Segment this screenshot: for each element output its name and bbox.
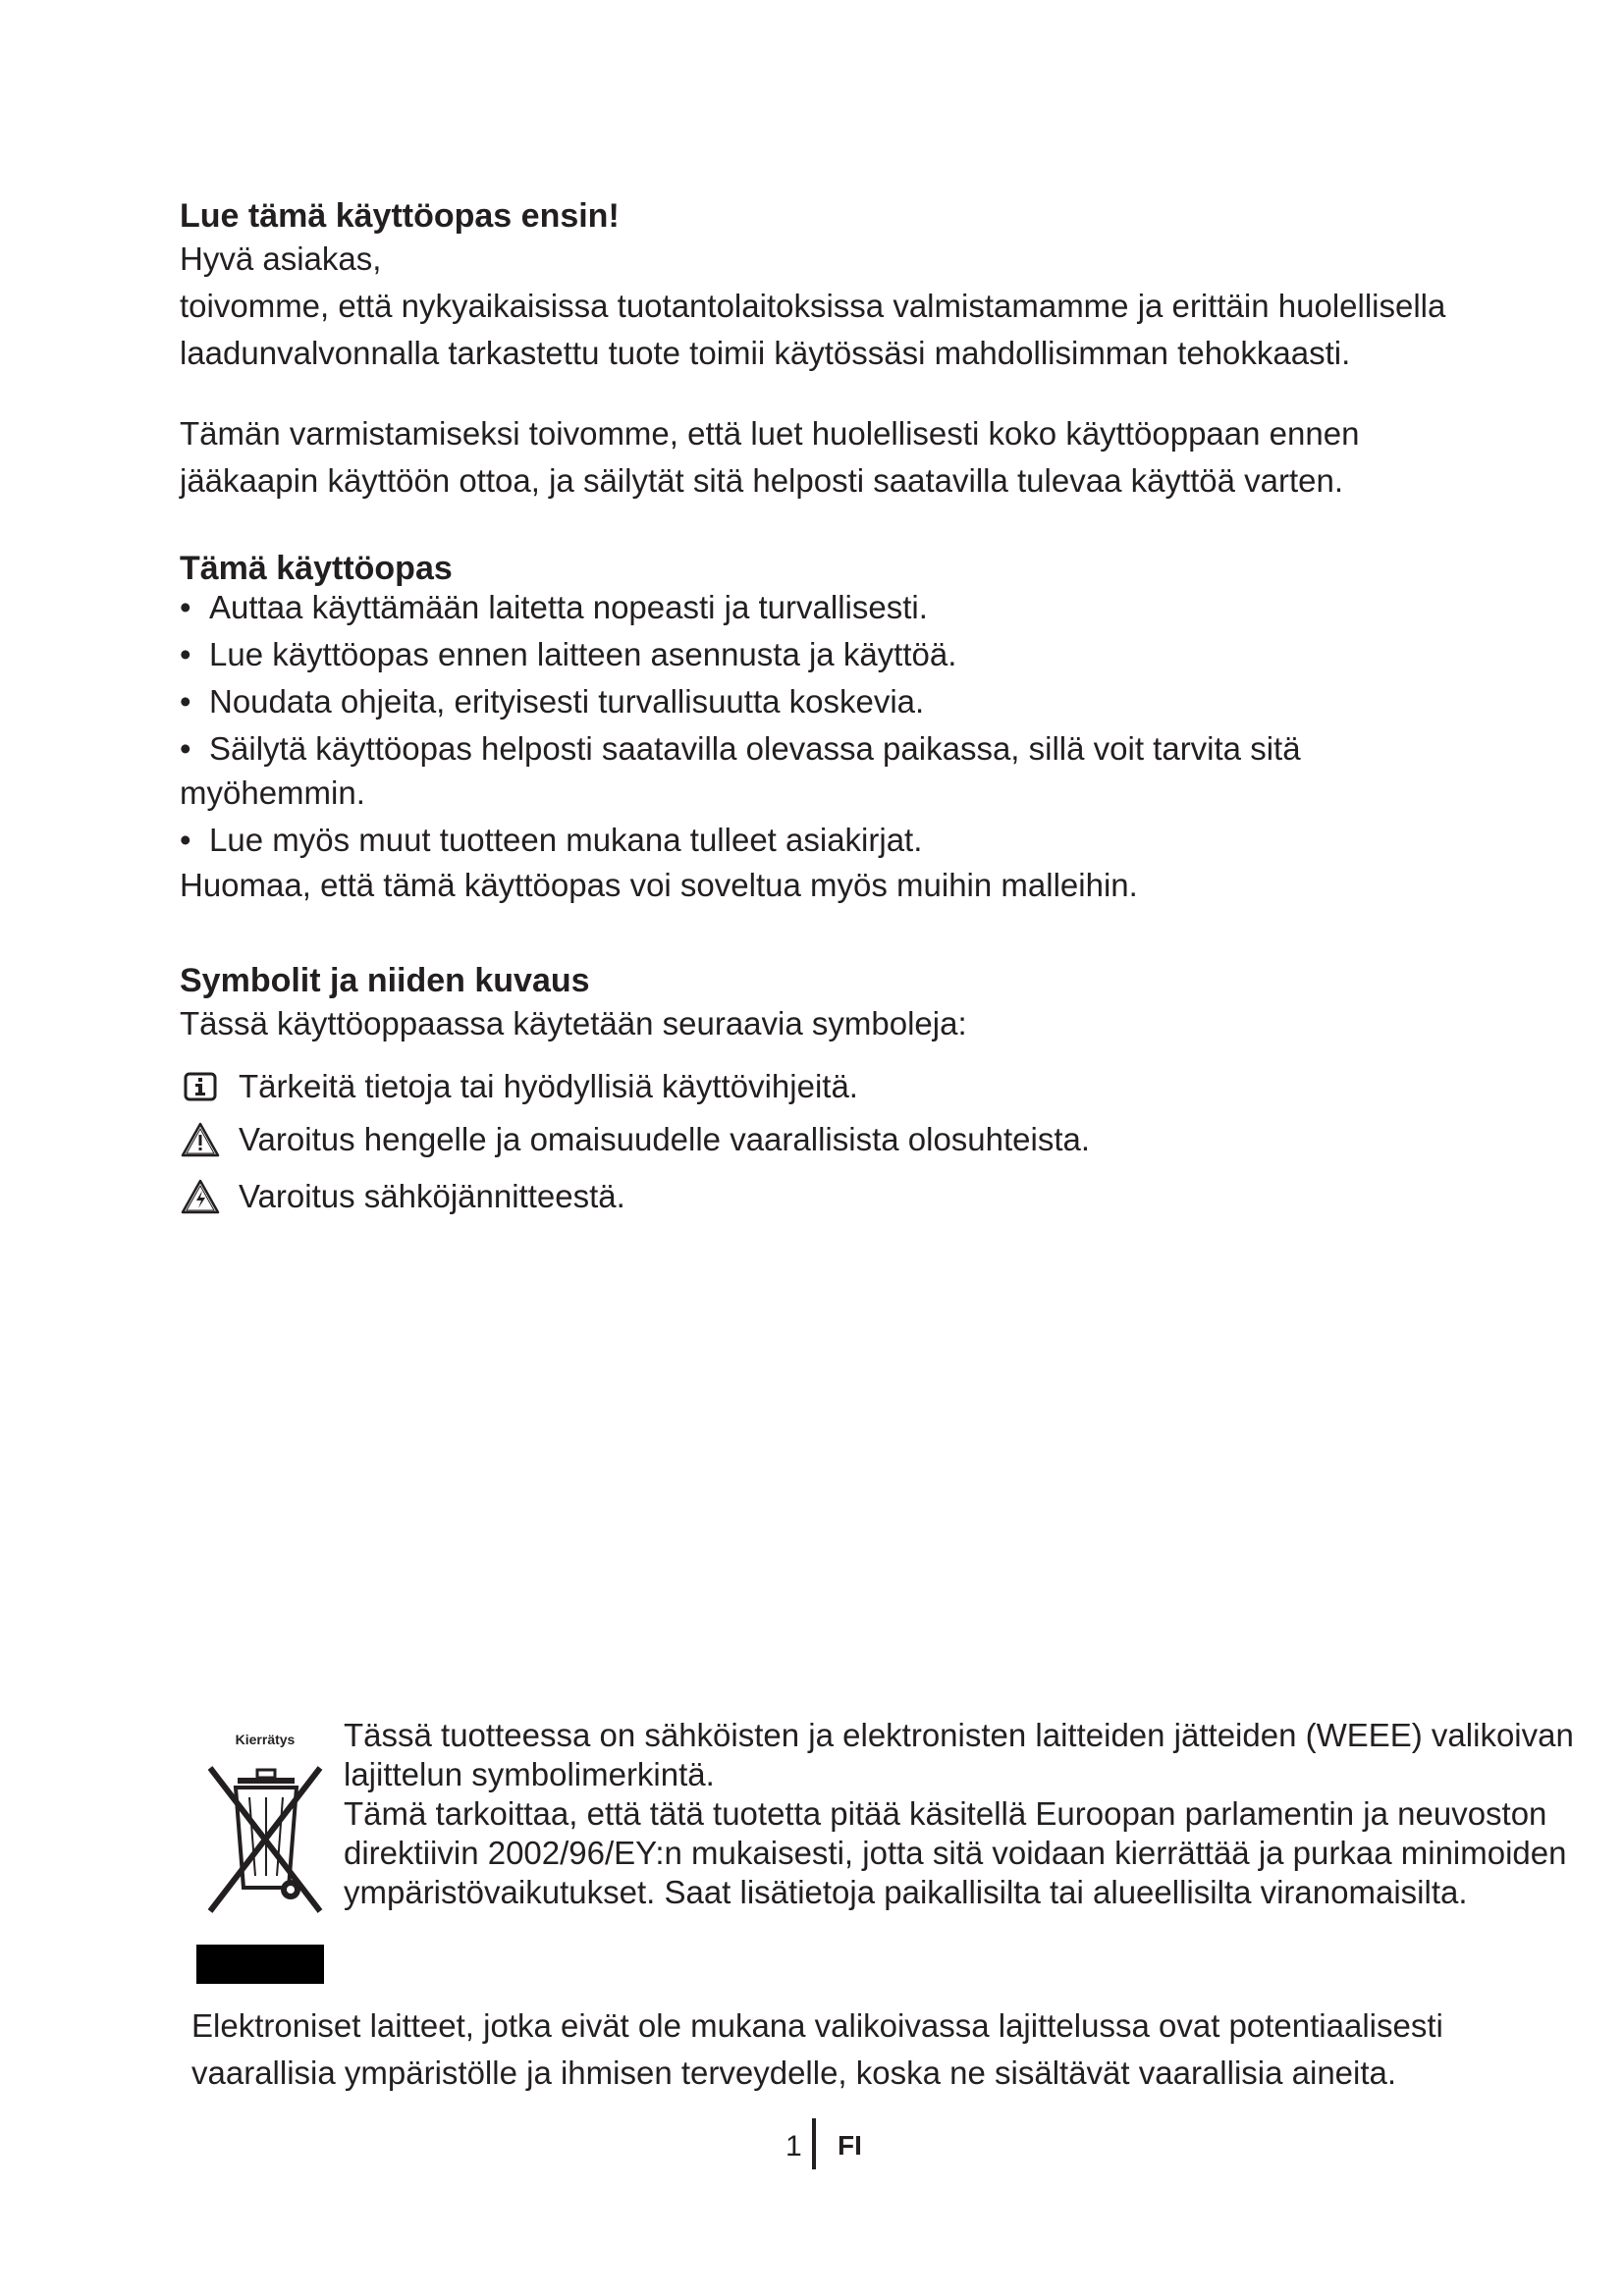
manual-bullet-list [180, 585, 1456, 865]
weee-icon-label: Kierrätys [235, 1732, 296, 1747]
closing-paragraph: Elektroniset laitteet, jotka eivät ole mukana valikoivassa lajittelussa ovat potentiaalisesti vaarallisia ympäristölle ja ihmisen terveydelle, koska ne sisältävät vaarallisia aineita. [191, 2007, 1443, 2091]
info-icon [180, 1067, 221, 1106]
bullet-icon: • [180, 822, 191, 858]
list-item: • Säilytä käyttöopas helposti saatavilla olevassa paikassa, sillä voit tarvita sitä myöhemmin. [180, 726, 1456, 815]
list-item: • Lue myös muut tuotteen mukana tulleet asiakirjat. [180, 818, 1456, 862]
weee-paragraph-1: Tässä tuotteessa on sähköisten ja elektronisten laitteiden jätteiden (WEEE) valikoivan lajittelun symbolimerkintä. [344, 1717, 1574, 1792]
warning-triangle-icon [180, 1120, 221, 1159]
intro-paragraph-1: toivomme, että nykyaikaisissa tuotantolaitoksissa valmistamamme ja erittäin huolellisella laadunvalvonnalla tarkastettu tuote toimii käytössäsi mahdollisimman tehokkaasti. [180, 288, 1446, 371]
symbol-row-info [180, 1063, 858, 1110]
footer-divider [812, 2118, 816, 2169]
weee-paragraph-2: Tämä tarkoittaa, että tätä tuotetta pitää käsitellä Euroopan parlamentin ja neuvoston direktiivin 2002/96/EY:n mukaisesti, jotta sitä voidaan kierrättää ja purkaa minimoiden ympäristövaikutukset. Saat lisätietoja paikallisilta tai alueellisilta viranomaisilta. [344, 1795, 1567, 1910]
symbol-row-warning [180, 1116, 1090, 1163]
intro-greeting: Hyvä asiakas, [180, 240, 382, 277]
list-item: • Lue käyttöopas ennen laitteen asennusta ja käyttöä. [180, 632, 1456, 676]
symbol-description: Tärkeitä tietoja tai hyödyllisiä käyttövihjeitä. [239, 1068, 858, 1104]
manual-heading: Tämä käyttöopas [180, 550, 453, 587]
weee-recycling-icon [196, 1723, 334, 1986]
list-item: • Noudata ohjeita, erityisesti turvallisuutta koskevia. [180, 679, 1456, 723]
bullet-icon: • [180, 589, 191, 625]
symbol-description: Varoitus hengelle ja omaisuudelle vaarallisista olosuhteista. [239, 1121, 1091, 1157]
intro-heading: Lue tämä käyttöopas ensin! [180, 197, 620, 235]
intro-paragraph-2: Tämän varmistamiseksi toivomme, että luet huolellisesti koko käyttöoppaan ennen jääkaapin käyttöön ottoa, ja säilytät sitä helposti saatavilla tulevaa käyttöä varten. [180, 415, 1360, 499]
language-code: FI [838, 2130, 862, 2161]
symbol-row-electric [180, 1173, 625, 1220]
symbols-heading: Symbolit ja niiden kuvaus [180, 962, 590, 999]
list-item: • Auttaa käyttämään laitetta nopeasti ja turvallisesti. [180, 585, 1456, 629]
bullet-icon: • [180, 683, 191, 720]
bullet-icon: • [180, 730, 191, 767]
electric-warning-icon [180, 1177, 221, 1216]
manual-note: Huomaa, että tämä käyttöopas voi soveltua myös muihin malleihin. [180, 867, 1138, 903]
page-number: 1 [785, 2130, 802, 2163]
bullet-icon: • [180, 636, 191, 672]
symbol-description: Varoitus sähköjännitteestä. [239, 1178, 625, 1214]
weee-text-block [344, 1716, 1591, 1912]
symbols-intro: Tässä käyttöoppaassa käytetään seuraavia symboleja: [180, 1005, 967, 1041]
